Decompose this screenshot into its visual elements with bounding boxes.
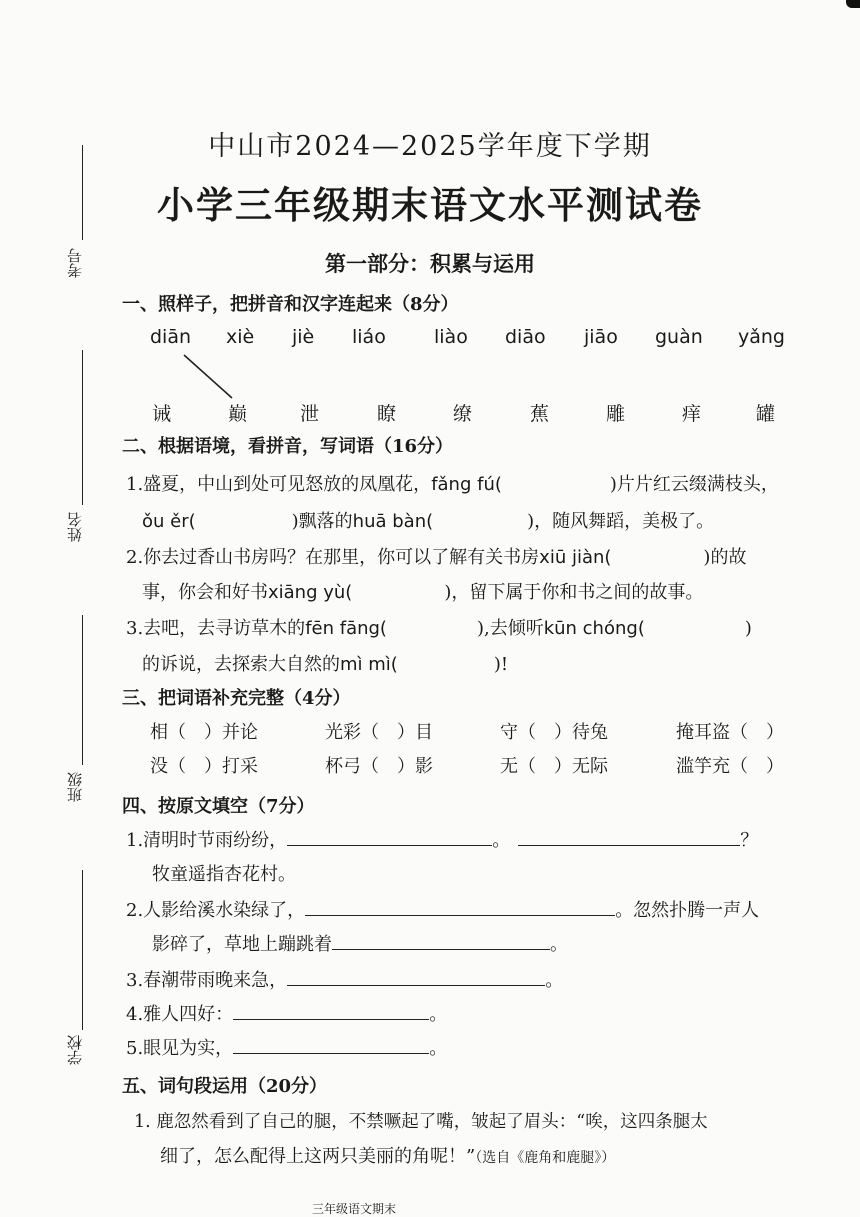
hanzi-item[interactable]: 巅 [228, 403, 248, 425]
exam-title-line2: 小学三年级期末语文水平测试卷 [157, 184, 703, 227]
s4-q3-blank[interactable] [287, 967, 545, 986]
s4-q2-text-a: 2.人影给溪水染绿了， [126, 900, 306, 921]
hanzi-item[interactable]: 瞭 [377, 403, 397, 425]
s4-q2-text-d: 。 [550, 934, 568, 955]
section1-title: 一、照样子，把拼音和汉字连起来（8分） [122, 294, 459, 315]
hanzi-item[interactable]: 缭 [453, 403, 473, 425]
section5-title: 五、词句段运用（20分） [122, 1076, 328, 1097]
part-title: 第一部分：积累与运用 [325, 251, 535, 276]
section2-q3-line1 [126, 614, 752, 640]
s5-q1-text-b: 细了，怎么配得上这两只美丽的角呢！” [160, 1146, 476, 1167]
section4-q2-line2 [152, 930, 568, 956]
pinyin-item[interactable]: diāo [505, 326, 546, 348]
hanzi-item[interactable]: 诫 [152, 403, 172, 425]
q1-pinyin-ouer: ǒu ěr( [142, 511, 196, 532]
q1-pinyin-huaban: huā bàn( [352, 511, 434, 532]
s4-q1-text-b: 。 [492, 830, 511, 851]
s4-q3-text-b: 。 [545, 970, 564, 991]
idiom-fill-item[interactable]: 掩耳盗（ ） [676, 722, 784, 743]
pinyin-item[interactable]: jiāo [584, 326, 618, 348]
idiom-fill-item[interactable]: 杯弓（ ）影 [325, 756, 433, 777]
q2-pinyin-xiangyu: xiāng yù( [268, 582, 353, 603]
side-label-exam-no: 考号 [66, 248, 84, 278]
section2-q1-line2 [142, 507, 714, 533]
q1-pinyin-fangfu: fǎng fú( [431, 474, 502, 495]
section4-q4 [126, 1000, 447, 1026]
s4-q4-text-b: 。 [429, 1004, 448, 1025]
section5-q1-line1: 1. 鹿忽然看到了自己的腿，不禁噘起了嘴，皱起了眉头：“唉，这四条腿太 [134, 1112, 708, 1132]
s5-q1-source: （选自《鹿角和鹿腿》） [475, 1150, 616, 1166]
side-label-name: 姓名 [66, 512, 84, 542]
s4-q1-blank-2[interactable] [518, 827, 740, 846]
q3-pinyin-kunchong: kūn chóng( [543, 618, 645, 639]
q2-text-b: )的故 [703, 547, 747, 568]
q1-text-b: )片片红云缀满枝头， [609, 474, 779, 495]
s4-q2-text-b: 。忽然扑腾一声人 [615, 900, 760, 921]
exam-title-line1: 中山市2024—2025学年度下学期 [208, 131, 652, 162]
side-label-school: 学校 [66, 1035, 84, 1065]
footer-text: 三年级语文期末 [312, 1202, 397, 1216]
q1-text-c: )飘落的 [291, 511, 353, 532]
hanzi-item[interactable]: 雕 [606, 403, 626, 425]
section4-q2-line1 [126, 896, 759, 922]
section4-q5 [126, 1034, 447, 1060]
s4-q1-text-c: ？ [740, 830, 759, 851]
idiom-fill-item[interactable]: 没（ ）打采 [150, 756, 258, 777]
s4-q1-blank-1[interactable] [287, 827, 492, 846]
section2-title: 二、根据语境，看拼音，写词语（16分） [122, 436, 454, 457]
section2-q3-line2 [142, 650, 508, 676]
idiom-fill-item[interactable]: 守（ ）待兔 [500, 722, 608, 743]
hanzi-item[interactable]: 罐 [756, 403, 776, 425]
pinyin-item[interactable]: yǎng [738, 326, 785, 348]
q2-text-c: 事，你会和好书 [142, 582, 268, 603]
section4-q3 [126, 966, 563, 992]
s4-q2-blank-2[interactable] [332, 931, 550, 950]
hanzi-item[interactable]: 泄 [300, 403, 320, 425]
section2-q2-line2 [142, 578, 703, 604]
s4-q5-text-b: 。 [429, 1038, 448, 1059]
q3-text-a: 3.去吧，去寻访草木的 [126, 618, 306, 639]
q1-text-a: 1.盛夏，中山到处可见怒放的凤凰花， [126, 474, 432, 495]
s4-q5-blank[interactable] [233, 1035, 429, 1054]
section2-q2-line1 [126, 543, 746, 569]
section2-q1-line1 [126, 470, 779, 496]
q3-text-e: )! [493, 654, 509, 675]
section3-title: 三、把词语补充完整（4分） [122, 688, 351, 709]
s4-q4-text-a: 4.雅人四好： [126, 1004, 234, 1025]
pinyin-item[interactable]: liáo [352, 326, 386, 348]
section4-q1-line1 [126, 826, 758, 852]
side-label-class: 班级 [66, 772, 84, 802]
pinyin-item[interactable]: jiè [292, 326, 315, 348]
s4-q4-blank[interactable] [233, 1001, 429, 1020]
s4-q2-text-c: 影碎了，草地上蹦跳着 [152, 934, 332, 955]
idiom-fill-item[interactable]: 无（ ）无际 [500, 756, 608, 777]
pinyin-item[interactable]: guàn [655, 326, 703, 348]
q3-pinyin-mimi: mì mì( [340, 654, 398, 675]
idiom-fill-item[interactable]: 相（ ）并论 [150, 722, 258, 743]
s4-q2-blank-1[interactable] [305, 897, 615, 916]
q2-pinyin-xiujian: xiū jiàn( [539, 547, 612, 568]
section4-title: 四、按原文填空（7分） [122, 796, 315, 817]
q3-text-b: ),去倾听 [476, 618, 544, 639]
s4-q1-text-a: 1.清明时节雨纷纷， [126, 830, 288, 851]
idiom-fill-item[interactable]: 滥竽充（ ） [676, 756, 784, 777]
pinyin-item[interactable]: diān [150, 326, 192, 348]
section5-q1-line2 [160, 1142, 615, 1168]
q1-text-d: )，随风舞蹈，美极了。 [527, 511, 715, 532]
q3-text-c: ) [744, 618, 752, 639]
q3-text-d: 的诉说，去探索大自然的 [142, 654, 340, 675]
s4-q1-line2: 牧童遥指杏花村。 [152, 864, 296, 885]
q2-text-a: 2.你去过香山书房吗？在那里，你可以了解有关书房 [126, 547, 540, 568]
example-line [184, 355, 232, 398]
pinyin-item[interactable]: liào [434, 326, 468, 348]
q2-text-d: )，留下属于你和书之间的故事。 [444, 582, 704, 603]
hanzi-item[interactable]: 蕉 [530, 403, 550, 425]
s4-q5-text-a: 5.眼见为实， [126, 1038, 234, 1059]
s4-q3-text-a: 3.春潮带雨晚来急， [126, 970, 288, 991]
q3-pinyin-fenfang: fēn fāng( [305, 618, 387, 639]
hanzi-item[interactable]: 痒 [682, 403, 702, 425]
idiom-fill-item[interactable]: 光彩（ ）目 [325, 722, 433, 743]
pinyin-item[interactable]: xiè [226, 326, 255, 348]
